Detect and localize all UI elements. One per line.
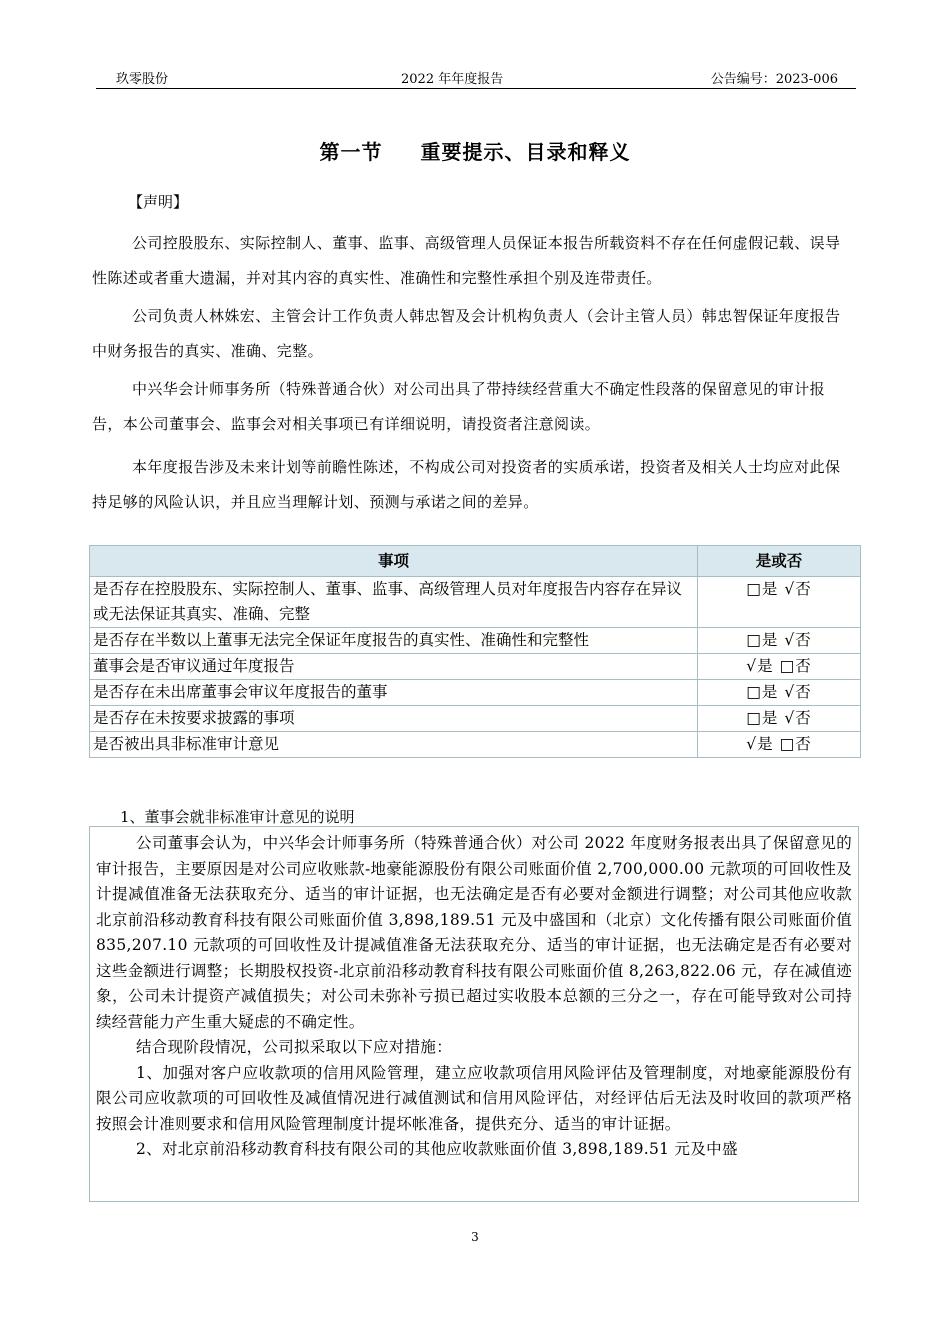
statement-label: 【声明】 — [128, 193, 189, 211]
page-number: 3 — [471, 1230, 479, 1244]
confirmation-table — [89, 545, 861, 758]
header-announcement-no: 公告编号：2023-006 — [710, 72, 838, 87]
table-header-item: 事项 — [90, 546, 698, 577]
header-report-title: 2022 年年度报告 — [401, 72, 504, 87]
table-row — [90, 732, 861, 758]
table-cell-answer: □是 √否 — [698, 577, 861, 628]
statement-paragraph: 中兴华会计师事务所（特殊普通合伙）对公司出具了带持续经营重大不确定性段落的保留意见的审计报告，本公司董事会、监事会对相关事项已有详细说明，请投资者注意阅读。 — [92, 380, 826, 433]
table-cell-item: 董事会是否审议通过年度报告 — [90, 654, 698, 680]
audit-opinion-note-box — [89, 826, 859, 1202]
section-heading: 重要提示、目录和释义 — [420, 140, 631, 164]
table-cell-answer: √是 □否 — [698, 654, 861, 680]
section-number: 第一节 — [319, 140, 383, 164]
table-row — [90, 680, 861, 706]
table-cell-item: 是否被出具非标准审计意见 — [90, 732, 698, 758]
header-company: 玖零股份 — [116, 72, 169, 87]
statement-paragraph: 本年度报告涉及未来计划等前瞻性陈述，不构成公司对投资者的实质承诺，投资者及相关人士均应对此保持足够的风险认识，并且应当理解计划、预测与承诺之间的差异。 — [92, 458, 841, 511]
table-cell-answer: □是 √否 — [698, 706, 861, 732]
note-paragraph: 1、加强对客户应收款项的信用风险管理，建立应收款项信用风险评估及管理制度，对地豪能源股份有限公司应收款项的可回收性及减值情况进行减值测试和信用风险评估，对经评估后无法及时收回的款项严格按照会计准则要求和信用风险管理制度计提坏帐准备，提供充分、适当的审计证据。 — [96, 1063, 852, 1133]
table-row — [90, 706, 861, 732]
statement-paragraph: 公司控股股东、实际控制人、董事、监事、高级管理人员保证本报告所载资料不存在任何虚假记载、误导性陈述或者重大遗漏，并对其内容的真实性、准确性和完整性承担个别及连带责任。 — [92, 234, 841, 287]
table-cell-answer: □是 √否 — [698, 680, 861, 706]
table-header-answer: 是或否 — [698, 546, 861, 577]
note-paragraph: 2、对北京前沿移动教育科技有限公司的其他应收款账面价值 3,898,189.51 元及中盛 — [136, 1140, 738, 1158]
table-cell-answer: □是 √否 — [698, 628, 861, 654]
table-cell-answer: √是 □否 — [698, 732, 861, 758]
table-row — [90, 628, 861, 654]
note-paragraph: 公司董事会认为，中兴华会计师事务所（特殊普通合伙）对公司 2022 年度财务报表出具了保留意见的审计报告，主要原因是对公司应收账款-地豪能源股份有限公司账面价值 2,700,000.00 元款项的可回收性及计提减值准备无法获取充分、适当的审计证据，也无法确定是否有必要对金额进行调整；对公司其他应收款北京前沿移动教育科技有限公司账面价值 3,898,189.51 元及中盛国和（北京）文化传播有限公司账面价值 835,207.10 元款项的可回收性及计提减值准备无法获取充分、适当的审计证据，也无法确定是否有必要对这些金额进行调整；长期股权投资-北京前沿移动教育科技有限公司账面价值 8,263,822.06 元，存在减值迹象，公司未计提资产减值损失；对公司未弥补亏损已超过实收股本总额的三分之一，存在可能导致对公司持续经营能力产生重大疑虑的不确定性。 — [96, 834, 852, 1031]
section-title — [0, 136, 950, 165]
table-row — [90, 654, 861, 680]
page-header — [96, 64, 856, 89]
table-cell-item: 是否存在未按要求披露的事项 — [90, 706, 698, 732]
table-row — [90, 577, 861, 628]
table-cell-item: 是否存在半数以上董事无法完全保证年度报告的真实性、准确性和完整性 — [90, 628, 698, 654]
table-cell-item: 是否存在控股股东、实际控制人、董事、监事、高级管理人员对年度报告内容存在异议或无法保证其真实、准确、完整 — [90, 577, 698, 628]
note-title: 1、董事会就非标准审计意见的说明 — [120, 808, 355, 826]
table-cell-item: 是否存在未出席董事会审议年度报告的董事 — [90, 680, 698, 706]
table-header-row — [90, 546, 861, 577]
statement-paragraph: 公司负责人林姝宏、主管会计工作负责人韩忠智及会计机构负责人（会计主管人员）韩忠智保证年度报告中财务报告的真实、准确、完整。 — [92, 307, 841, 360]
note-paragraph: 结合现阶段情况，公司拟采取以下应对措施： — [136, 1038, 453, 1056]
